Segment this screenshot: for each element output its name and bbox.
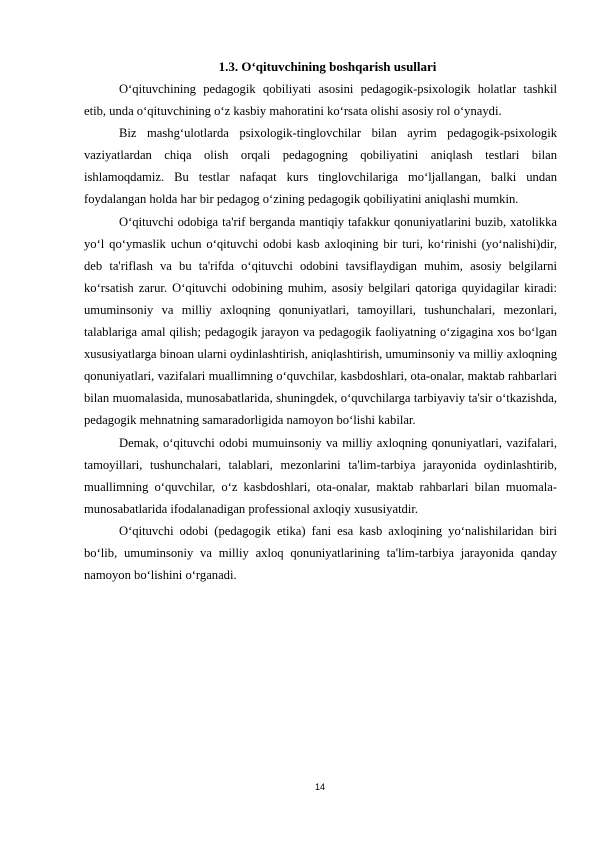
paragraph-3: O‘qituvchi odobiga ta'rif berganda mantiqiy tafakkur qonuniyatlarini buzib, xatolikka yo‘l qo‘ymaslik uchun o‘qituvchi odobi kasb axloqining bir turi, ko‘rinishi (yo‘nalishi)dir, deb ta'riflash va bu ta'rifda o‘qituvchi odobini tavsiflaydigan muhim, asosiy belgilarni ko‘rsatish zarur. O‘qituvchi odobining muhim, asosiy belgilari qatoriga quyidagilar kiradi: umuminsoniy va milliy axloqning qonuniyatlari, tamoyillari, tushunchalari, mezonlari, talablariga amal qilish; pedagogik jarayon va pedagogik faoliyatning o‘zigagina xos bo‘lgan xususiyatlarga binoan ularni oydinlashtirish, aniqlashtirish, umuminsoniy va milliy axloqning qonuniyatlari, vazifalari muallimning o‘quvchilar, kasbdoshlari, ota-onalar, maktab rahbarlari bilan muomalasida, munosabatlarida, shuningdek, o‘quvchilarga tarbiyaviy ta'sir o‘tkazishda, pedagogik mehnatning samaradorligida namoyon bo‘lishi kabilar.: [84, 214, 557, 428]
paragraph-1: O‘qituvchining pedagogik qobiliyati asosini pedagogik-psixologik holatlar tashkil etib, unda o‘qituvchining o‘z kasbiy mahoratini ko‘rsata olishi asosiy rol o‘ynaydi.: [84, 82, 557, 119]
paragraph-4: Demak, o‘qituvchi odobi mumuinsoniy va milliy axloqning qonuniyatlari, vazifalari, tamoyillari, tushunchalari, talablari, mezonlarini ta'lim-tarbiya jarayonida oydinlashtirib, muallimning o‘quvchilar, o‘z kasbdoshlari, ota-onalar, maktab rahbarlari bilan muomala-munosabatlarida ifodalanadigan professional axloqiy xususiyatdir.: [84, 435, 557, 516]
page-number: 14: [314, 782, 325, 792]
section-title: 1.3. O‘qituvchining boshqarish usullari: [218, 59, 437, 74]
document-page: [84, 56, 557, 586]
paragraph-5: O‘qituvchi odobi (pedagogik etika) fani esa kasb axloqining yo‘nalishilaridan biri bo‘lib, umuminsoniy va milliy axloq qonuniyatlarining ta'lim-tarbiya jarayonida qanday namoyon bo‘lishini o‘rganadi.: [84, 523, 557, 583]
paragraph-2: Biz mashg‘ulotlarda psixologik-tinglovchilar bilan ayrim pedagogik-psixologik vaziyatlardan chiqa olish orqali pedagogning qobiliyatini aniqlash testlari bilan ishlamoqdamiz. Bu testlar nafaqat kurs tinglovchilariga mo‘ljallangan, balki undan foydalangan holda har bir pedagog o‘zining pedagogik qobiliyatini aniqlashi mumkin.: [84, 126, 557, 207]
